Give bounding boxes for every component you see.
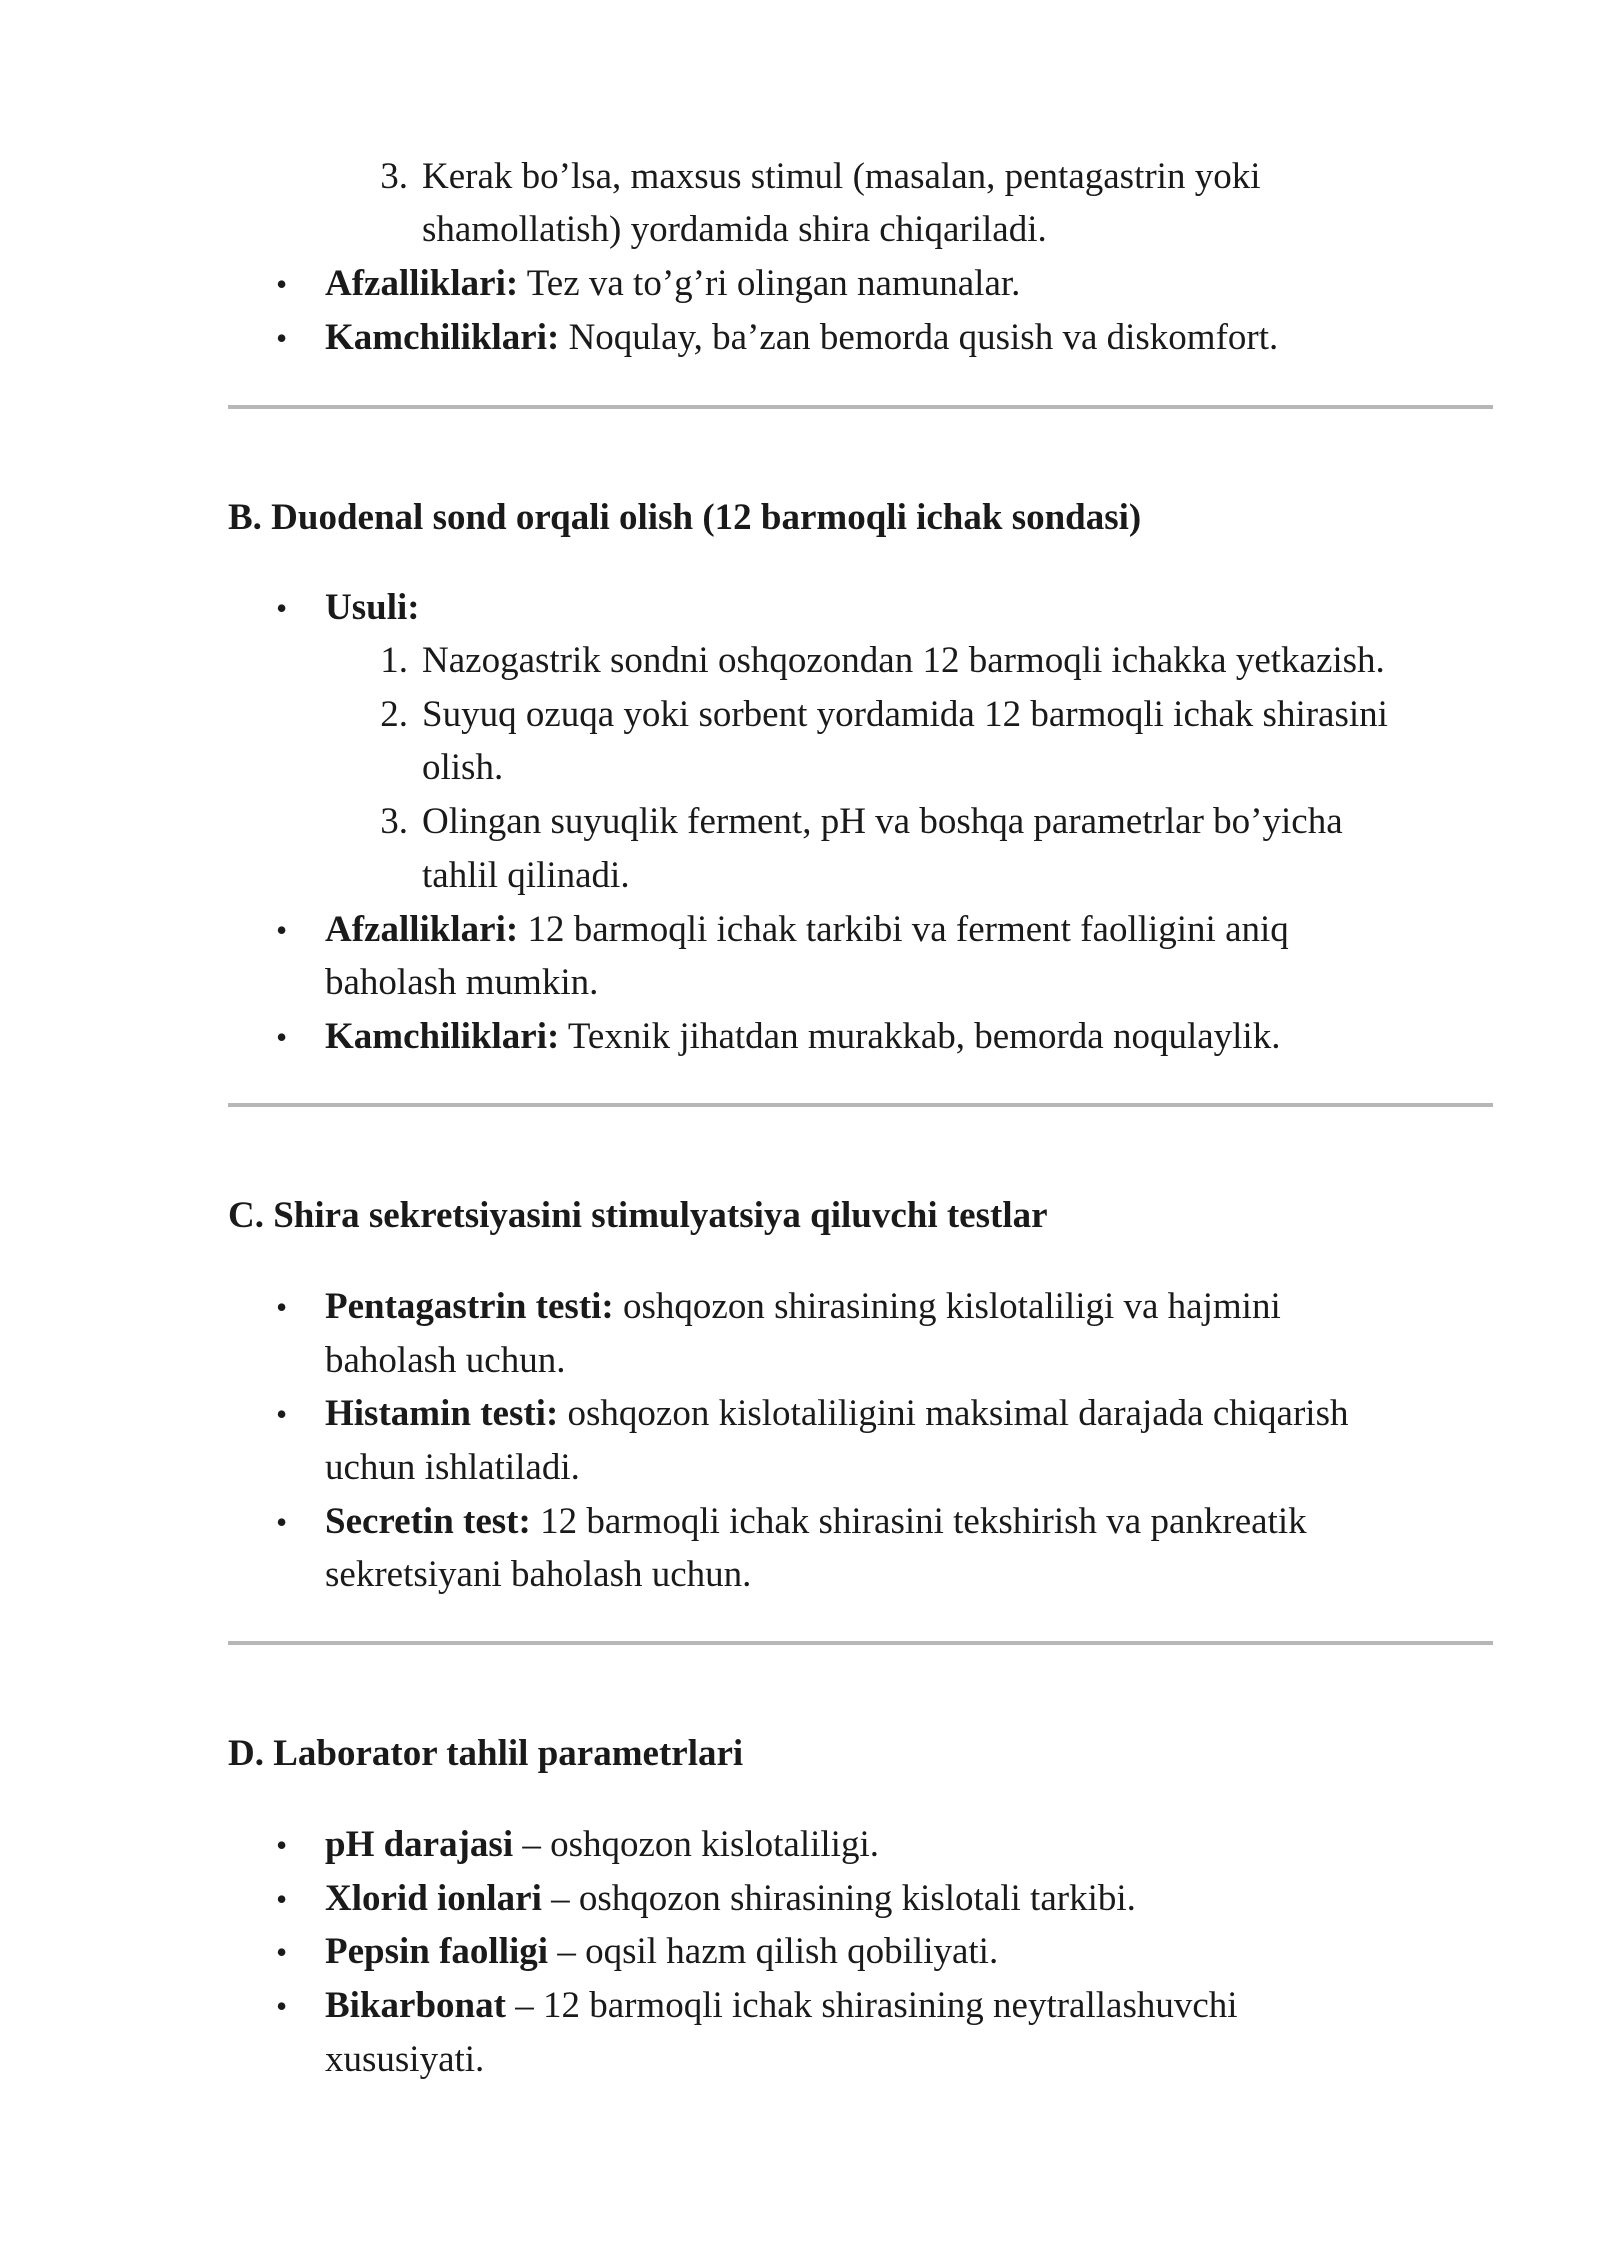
list-item-method: Usuli:: [325, 587, 420, 628]
bullet-icon: •: [276, 1396, 288, 1432]
bullet-icon: •: [276, 1504, 288, 1540]
list-number: 2.: [380, 694, 408, 735]
list-number: 3.: [380, 156, 408, 197]
section-heading: D. Laborator tahlil parametrlari: [228, 1733, 744, 1774]
bullet-icon: •: [276, 1934, 288, 1970]
bullet-icon: •: [276, 1827, 288, 1863]
list-text: Nazogastrik sondni oshqozondan 12 barmoqli ichakka yetkazish.: [422, 640, 1385, 681]
bullet-icon: •: [276, 912, 288, 948]
bullet-icon: •: [276, 1881, 288, 1917]
list-text: Kerak bo’lsa, maxsus stimul (masalan, pentagastrin yoki: [422, 156, 1261, 197]
list-item-disadvantages: Kamchiliklari: Noqulay, ba’zan bemorda qusish va diskomfort.: [325, 317, 1279, 358]
list-item-advantages: Afzalliklari: Tez va to’g’ri olingan namunalar.: [325, 263, 1021, 304]
list-item-test: Histamin testi: oshqozon kislotaliligini maksimal darajada chiqarish: [325, 1393, 1349, 1434]
bullet-icon: •: [276, 320, 288, 356]
bullet-icon: •: [276, 1289, 288, 1325]
list-item-advantages: Afzalliklari: 12 barmoqli ichak tarkibi va ferment faolligini aniq: [325, 909, 1289, 950]
list-number: 3.: [380, 801, 408, 842]
divider: [228, 1103, 1493, 1107]
list-item-parameter: pH darajasi – oshqozon kislotaliligi.: [325, 1824, 879, 1865]
list-text: Olingan suyuqlik ferment, pH va boshqa parametrlar bo’yicha: [422, 801, 1343, 842]
section-heading: B. Duodenal sond orqali olish (12 barmoqli ichak sondasi): [228, 497, 1142, 538]
list-text: olish.: [422, 747, 504, 788]
list-item-parameter: Bikarbonat – 12 barmoqli ichak shirasining neytrallashuvchi: [325, 1985, 1238, 2026]
divider: [228, 1641, 1493, 1645]
list-text: tahlil qilinadi.: [422, 855, 630, 896]
list-text: uchun ishlatiladi.: [325, 1447, 580, 1488]
list-text: xususiyati.: [325, 2039, 485, 2080]
divider: [228, 405, 1493, 409]
list-item-test: Pentagastrin testi: oshqozon shirasining kislotaliligi va hajmini: [325, 1286, 1281, 1327]
list-item-disadvantages: Kamchiliklari: Texnik jihatdan murakkab, bemorda noqulaylik.: [325, 1016, 1281, 1057]
list-number: 1.: [380, 640, 408, 681]
bullet-icon: •: [276, 590, 288, 626]
list-item-parameter: Pepsin faolligi – oqsil hazm qilish qobiliyati.: [325, 1931, 999, 1972]
list-text: Suyuq ozuqa yoki sorbent yordamida 12 barmoqli ichak shirasini: [422, 694, 1388, 735]
list-item-test: Secretin test: 12 barmoqli ichak shirasini tekshirish va pankreatik: [325, 1501, 1307, 1542]
list-item-parameter: Xlorid ionlari – oshqozon shirasining kislotali tarkibi.: [325, 1878, 1136, 1919]
list-text: sekretsiyani baholash uchun.: [325, 1554, 752, 1595]
list-text: baholash mumkin.: [325, 962, 599, 1003]
section-heading: C. Shira sekretsiyasini stimulyatsiya qiluvchi testlar: [228, 1195, 1048, 1236]
bullet-icon: •: [276, 1019, 288, 1055]
list-text: baholash uchun.: [325, 1340, 566, 1381]
bullet-icon: •: [276, 1988, 288, 2024]
bullet-icon: •: [276, 266, 288, 302]
list-text: shamollatish) yordamida shira chiqariladi.: [422, 209, 1047, 250]
